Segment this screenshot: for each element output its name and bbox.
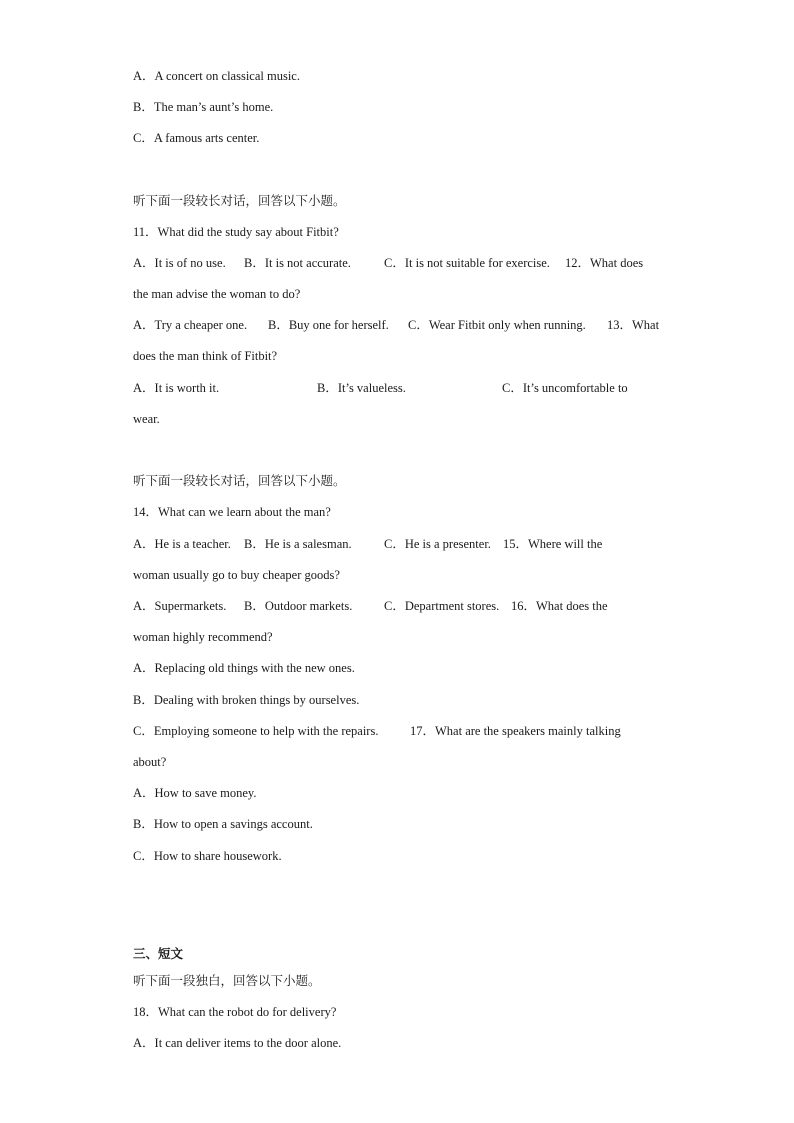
- q15-option-a: A．Supermarkets.: [133, 599, 227, 613]
- q14-option-b: B．He is a salesman.: [244, 537, 352, 551]
- q12-option-b: B．Buy one for herself.: [268, 318, 389, 332]
- q12-question: the man advise the woman to do?: [133, 287, 301, 301]
- q18-option-a: A．It can deliver items to the door alone.: [133, 1036, 342, 1050]
- q13-option-c: C．It’s uncomfortable to: [502, 381, 628, 395]
- dialogue-instruction-1: 听下面一段较长对话，回答以下小题。: [133, 193, 346, 208]
- q13-option-b: B．It’s valueless.: [317, 381, 406, 395]
- q12-option-c: C．Wear Fitbit only when running.: [408, 318, 586, 332]
- q14-option-a: A．He is a teacher.: [133, 537, 231, 551]
- q15-option-b: B．Outdoor markets.: [244, 599, 353, 613]
- q13-option-c-continued: wear.: [133, 412, 160, 426]
- q13-number: 13．What: [607, 318, 660, 332]
- q15-question: woman usually go to buy cheaper goods?: [133, 568, 340, 582]
- q16-option-a: A．Replacing old things with the new ones.: [133, 661, 355, 675]
- q11-option-b: B．It is not accurate.: [244, 256, 351, 270]
- q10-option-b: B．The man’s aunt’s home.: [133, 100, 274, 114]
- q14-option-c: C．He is a presenter.: [384, 537, 491, 551]
- q16-number: 16．What does the: [511, 599, 608, 613]
- section-heading: 三、短文: [133, 946, 184, 961]
- q17-option-a: A．How to save money.: [133, 786, 257, 800]
- q12-number: 12．What does: [565, 256, 644, 270]
- q14-question: 14．What can we learn about the man?: [133, 505, 331, 519]
- q17-option-c: C．How to share housework.: [133, 849, 282, 863]
- q11-option-a: A．It is of no use.: [133, 256, 226, 270]
- monologue-instruction: 听下面一段独白，回答以下小题。: [133, 973, 321, 988]
- q15-number: 15．Where will the: [503, 537, 603, 551]
- q13-option-a: A．It is worth it.: [133, 381, 220, 395]
- q16-question: woman highly recommend?: [133, 630, 273, 644]
- q15-option-c: C．Department stores.: [384, 599, 500, 613]
- q18-question: 18．What can the robot do for delivery?: [133, 1005, 337, 1019]
- q10-option-a: A．A concert on classical music.: [133, 69, 300, 83]
- q17-question: about?: [133, 755, 167, 769]
- q11-option-c: C．It is not suitable for exercise.: [384, 256, 550, 270]
- q16-option-c: C．Employing someone to help with the repairs.: [133, 724, 379, 738]
- q10-option-c: C．A famous arts center.: [133, 131, 260, 145]
- q17-option-b: B．How to open a savings account.: [133, 817, 313, 831]
- q12-option-a: A．Try a cheaper one.: [133, 318, 248, 332]
- q16-option-b: B．Dealing with broken things by ourselves.: [133, 693, 360, 707]
- q17-number: 17．What are the speakers mainly talking: [410, 724, 621, 738]
- dialogue-instruction-2: 听下面一段较长对话，回答以下小题。: [133, 473, 346, 488]
- q13-question: does the man think of Fitbit?: [133, 349, 278, 363]
- q11-question: 11．What did the study say about Fitbit?: [133, 225, 339, 239]
